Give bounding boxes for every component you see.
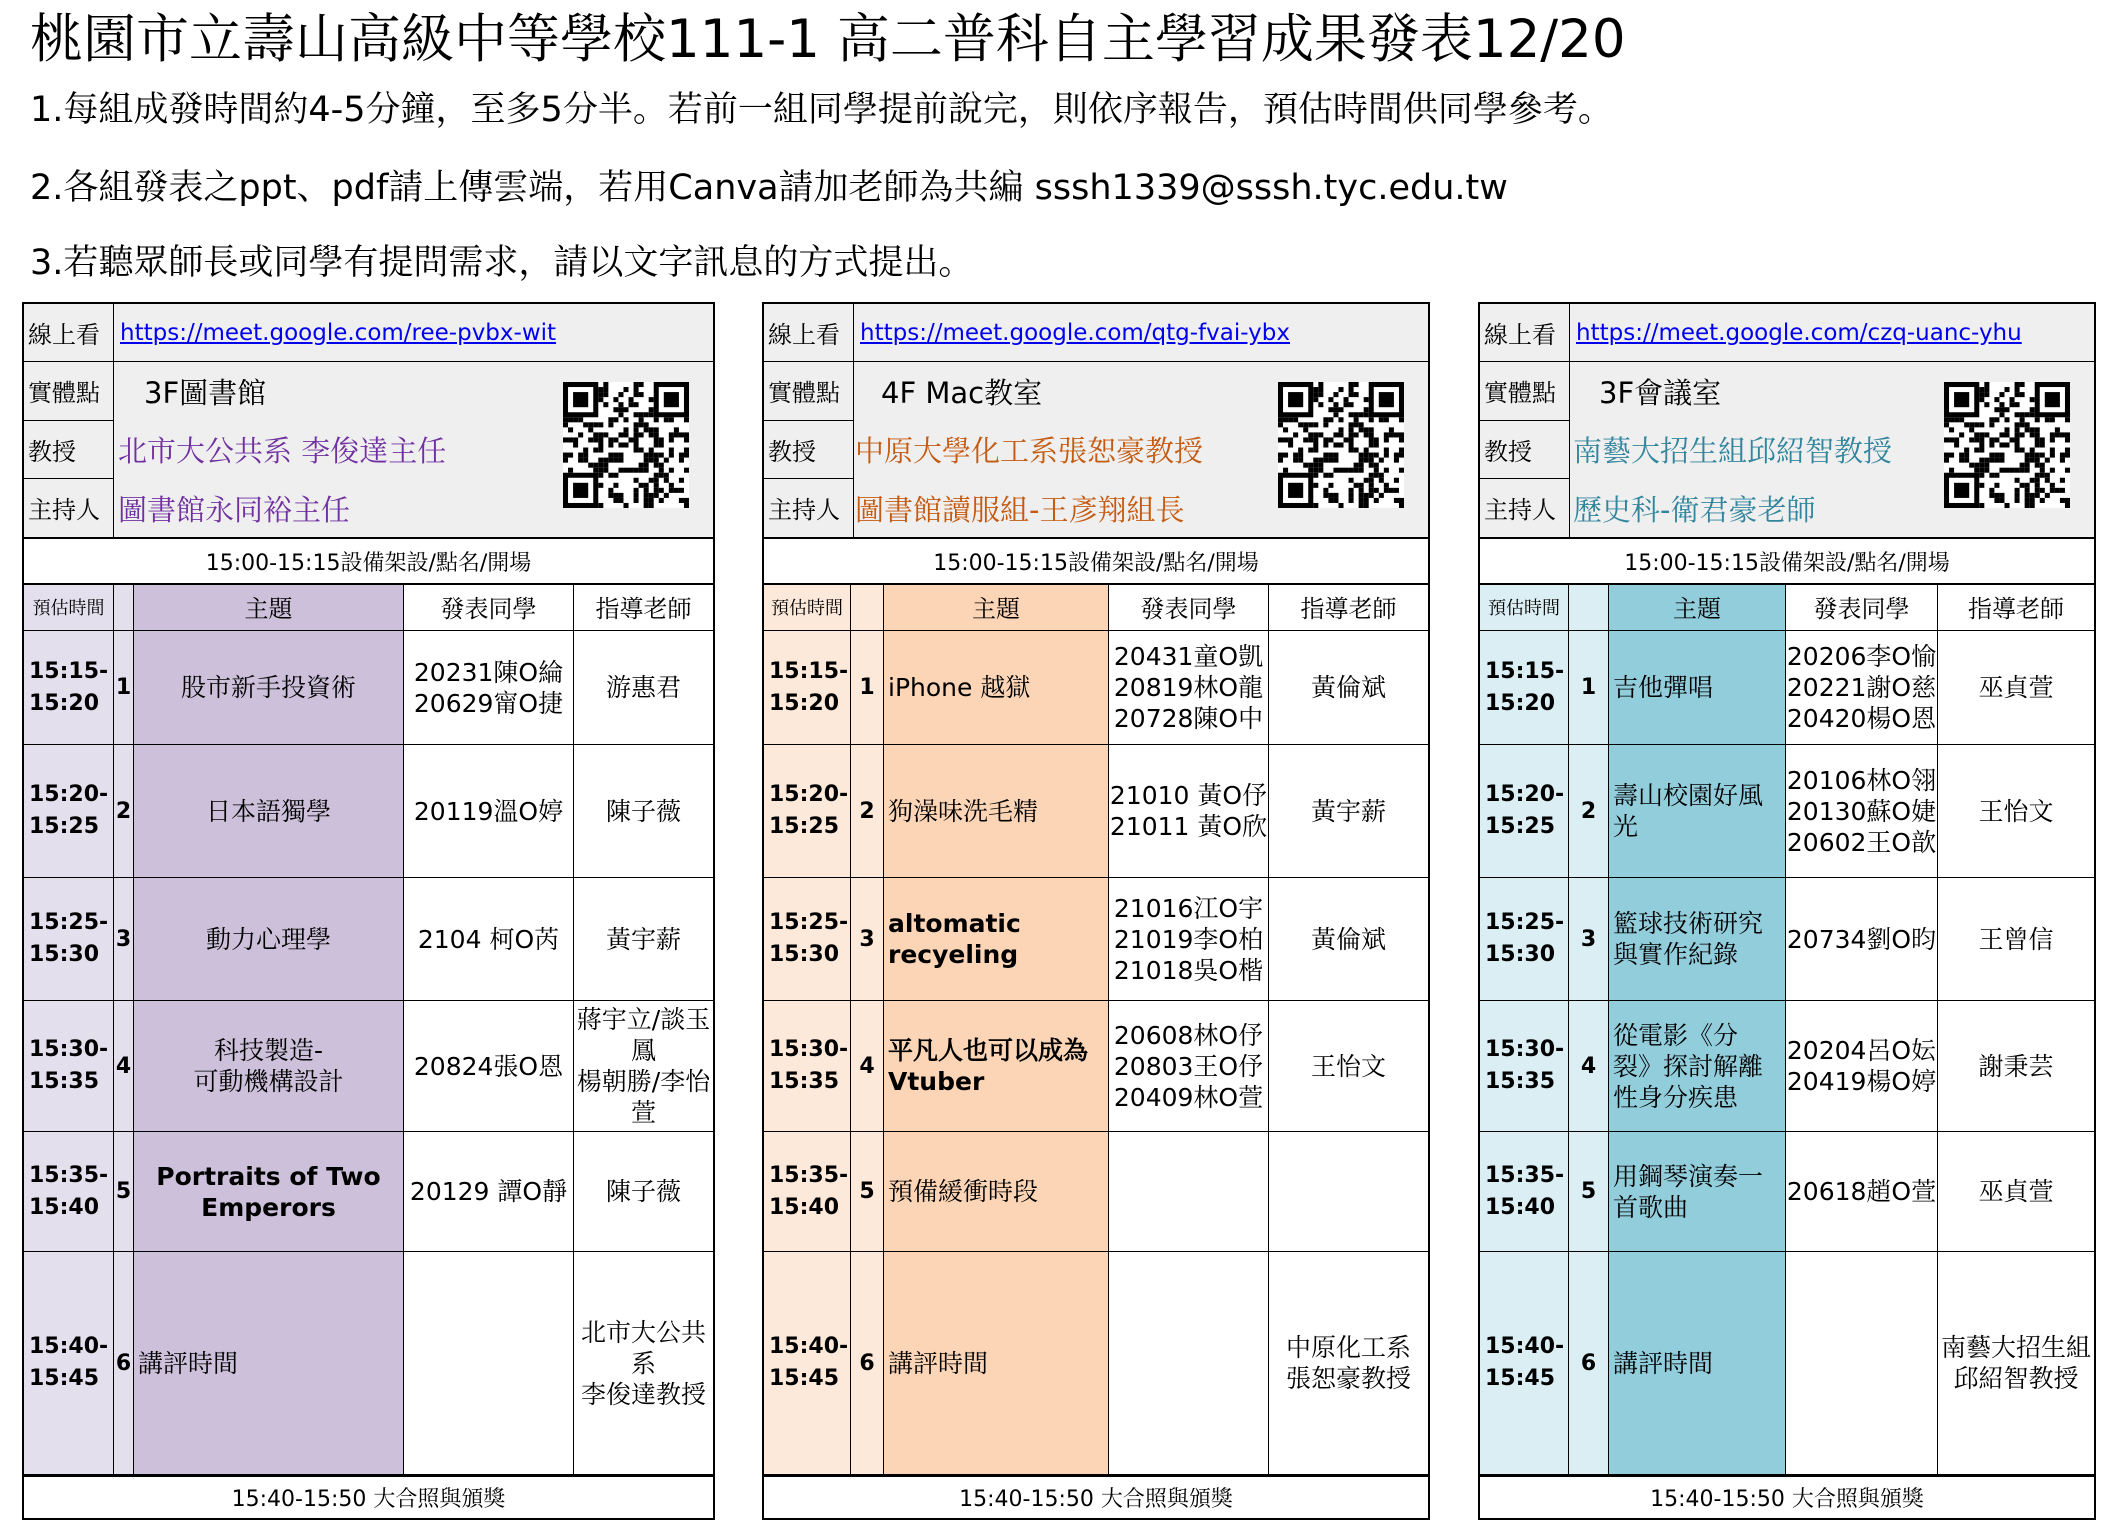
row-teacher: 黃倫斌 — [1269, 631, 1428, 745]
meet-link[interactable]: https://meet.google.com/qtg-fvai-ybx — [860, 319, 1290, 346]
row-topic: 講評時間 — [134, 1252, 404, 1475]
row-time: 15:15- 15:20 — [1480, 631, 1569, 745]
row-topic: 籃球技術研究 與實作紀錄 — [1609, 878, 1786, 1001]
host-label: 主持人 — [24, 479, 114, 538]
row-time: 15:30- 15:35 — [764, 1001, 851, 1132]
row-topic: 股市新手投資術 — [134, 631, 404, 745]
row-teacher: 王曾信 — [1938, 878, 2094, 1001]
online-label: 線上看 — [1480, 304, 1570, 362]
row-time: 15:40- 15:45 — [764, 1252, 851, 1475]
row-time: 15:25- 15:30 — [1480, 878, 1569, 1001]
venue-value: 4F Mac教室 — [881, 375, 1043, 410]
note-2: 2.各組發表之ppt、pdf請上傳雲端，若用Canva請加老師為共編 sssh1339@sssh.tyc.edu.tw — [30, 168, 1508, 208]
col-topic-header: 主題 — [134, 583, 404, 631]
row-time: 15:35- 15:40 — [764, 1132, 851, 1252]
col-time-header: 預估時間 — [764, 583, 851, 631]
meet-link-row — [1570, 304, 2094, 362]
row-topic: 講評時間 — [1609, 1252, 1786, 1475]
row-students — [1109, 1132, 1269, 1252]
row-teacher — [1269, 1132, 1428, 1252]
page-title: 桃園市立壽山高級中等學校111-1 高二普科自主學習成果發表12/20 — [30, 9, 1626, 70]
venue-label: 實體點 — [1480, 362, 1570, 421]
row-teacher: 陳子薇 — [574, 745, 713, 878]
row-number: 5 — [1569, 1132, 1609, 1252]
row-students: 21016江O宇 21019李O柏 21018吳O楷 — [1109, 878, 1269, 1001]
row-time: 15:40- 15:45 — [24, 1252, 114, 1475]
col-time-header: 預估時間 — [24, 583, 114, 631]
row-number: 2 — [114, 745, 134, 878]
row-topic: 吉他彈唱 — [1609, 631, 1786, 745]
row-students: 20618趙O萱 — [1786, 1132, 1938, 1252]
row-topic: Portraits of Two Emperors — [134, 1132, 404, 1252]
row-teacher: 游惠君 — [574, 631, 713, 745]
row-students: 20231陳O綸 20629甯O捷 — [404, 631, 574, 745]
venue-value: 3F圖書館 — [144, 375, 267, 410]
row-topic: altomatic recyeling — [884, 878, 1109, 1001]
row-time: 15:25- 15:30 — [24, 878, 114, 1001]
row-number: 4 — [114, 1001, 134, 1132]
row-topic: 從電影《分 裂》探討解離 性身分疾患 — [1609, 1001, 1786, 1132]
qr-code-icon — [563, 382, 689, 508]
row-time: 15:30- 15:35 — [24, 1001, 114, 1132]
row-topic: 講評時間 — [884, 1252, 1109, 1475]
row-students: 20129 譚O靜 — [404, 1132, 574, 1252]
row-number: 6 — [114, 1252, 134, 1475]
row-students: 20824張O恩 — [404, 1001, 574, 1132]
col-students-header: 發表同學 — [1786, 583, 1938, 631]
row-time: 15:30- 15:35 — [1480, 1001, 1569, 1132]
row-teacher: 中原化工系 張恕豪教授 — [1269, 1252, 1428, 1475]
row-teacher: 黃倫斌 — [1269, 878, 1428, 1001]
row-number: 1 — [114, 631, 134, 745]
row-teacher: 蔣宇立/談玉鳳 楊朝勝/李怡萱 — [574, 1001, 713, 1132]
row-number: 3 — [851, 878, 884, 1001]
row-teacher: 王怡文 — [1269, 1001, 1428, 1132]
row-students: 20106林O翎 20130蘇O婕 20602王O歆 — [1786, 745, 1938, 878]
row-number: 2 — [1569, 745, 1609, 878]
host-label: 主持人 — [764, 479, 854, 538]
professor-label: 教授 — [24, 421, 114, 480]
row-students: 20204呂O妘 20419楊O婷 — [1786, 1001, 1938, 1132]
row-number: 1 — [851, 631, 884, 745]
professor-value: 中原大學化工系張恕豪教授 — [855, 434, 1204, 469]
venue-label: 實體點 — [764, 362, 854, 421]
col-topic-header: 主題 — [884, 583, 1109, 631]
online-label: 線上看 — [24, 304, 114, 362]
meet-link[interactable]: https://meet.google.com/czq-uanc-yhu — [1576, 319, 2022, 346]
closing-bar: 15:40-15:50 大合照與頒獎 — [1480, 1475, 2094, 1518]
row-teacher: 王怡文 — [1938, 745, 2094, 878]
qr-code-icon — [1944, 382, 2070, 508]
row-time: 15:40- 15:45 — [1480, 1252, 1569, 1475]
row-number: 5 — [114, 1132, 134, 1252]
row-teacher: 巫貞萱 — [1938, 1132, 2094, 1252]
online-label: 線上看 — [764, 304, 854, 362]
row-number: 1 — [1569, 631, 1609, 745]
row-students — [1109, 1252, 1269, 1475]
row-students: 20608林O伃 20803王O伃 20409林O萱 — [1109, 1001, 1269, 1132]
host-value: 圖書館永同裕主任 — [118, 492, 351, 527]
schedule-panel-3 — [1478, 302, 2096, 1520]
setup-bar: 15:00-15:15設備架設/點名/開場 — [764, 537, 1428, 583]
meet-link[interactable]: https://meet.google.com/ree-pvbx-wit — [120, 319, 557, 346]
setup-bar: 15:00-15:15設備架設/點名/開場 — [24, 537, 713, 583]
host-value: 歷史科-衛君豪老師 — [1573, 492, 1816, 527]
col-time-header: 預估時間 — [1480, 583, 1569, 631]
row-teacher: 巫貞萱 — [1938, 631, 2094, 745]
row-number: 2 — [851, 745, 884, 878]
row-number: 4 — [851, 1001, 884, 1132]
row-number: 6 — [851, 1252, 884, 1475]
venue-label: 實體點 — [24, 362, 114, 421]
row-teacher: 南藝大招生組 邱紹智教授 — [1938, 1252, 2094, 1475]
row-topic: iPhone 越獄 — [884, 631, 1109, 745]
closing-bar: 15:40-15:50 大合照與頒獎 — [24, 1475, 713, 1518]
row-number: 6 — [1569, 1252, 1609, 1475]
row-teacher: 謝秉芸 — [1938, 1001, 2094, 1132]
row-number: 3 — [1569, 878, 1609, 1001]
row-topic: 用鋼琴演奏一 首歌曲 — [1609, 1132, 1786, 1252]
row-students: 20206李O愉 20221謝O慈 20420楊O恩 — [1786, 631, 1938, 745]
row-students: 20431童O凱 20819林O龍 20728陳O中 — [1109, 631, 1269, 745]
col-teacher-header: 指導老師 — [574, 583, 713, 631]
row-topic: 動力心理學 — [134, 878, 404, 1001]
row-time: 15:35- 15:40 — [24, 1132, 114, 1252]
meet-link-row — [114, 304, 713, 362]
professor-label: 教授 — [764, 421, 854, 480]
row-number: 5 — [851, 1132, 884, 1252]
closing-bar: 15:40-15:50 大合照與頒獎 — [764, 1475, 1428, 1518]
row-time: 15:15- 15:20 — [24, 631, 114, 745]
row-students — [1786, 1252, 1938, 1475]
meet-link-row — [854, 304, 1428, 362]
row-time: 15:20- 15:25 — [764, 745, 851, 878]
row-teacher: 北市大公共系 李俊達教授 — [574, 1252, 713, 1475]
row-teacher: 黃宇薪 — [1269, 745, 1428, 878]
row-students: 21010 黃O伃 21011 黃O欣 — [1109, 745, 1269, 878]
row-students: 2104 柯O芮 — [404, 878, 574, 1001]
row-time: 15:35- 15:40 — [1480, 1132, 1569, 1252]
row-topic: 預備緩衝時段 — [884, 1132, 1109, 1252]
col-students-header: 發表同學 — [1109, 583, 1269, 631]
row-teacher: 黃宇薪 — [574, 878, 713, 1001]
col-students-header: 發表同學 — [404, 583, 574, 631]
host-value: 圖書館讀服組-王彥翔組長 — [855, 492, 1185, 527]
host-label: 主持人 — [1480, 479, 1570, 538]
number-header — [1569, 583, 1609, 631]
row-number: 4 — [1569, 1001, 1609, 1132]
professor-value: 南藝大招生組邱紹智教授 — [1573, 434, 1893, 469]
row-students: 20119溫O婷 — [404, 745, 574, 878]
setup-bar: 15:00-15:15設備架設/點名/開場 — [1480, 537, 2094, 583]
schedule-panel-1 — [22, 302, 715, 1520]
row-students: 20734劉O昀 — [1786, 878, 1938, 1001]
professor-value: 北市大公共系 李俊達主任 — [118, 434, 447, 469]
col-teacher-header: 指導老師 — [1938, 583, 2094, 631]
row-time: 15:25- 15:30 — [764, 878, 851, 1001]
note-3: 3.若聽眾師長或同學有提問需求，請以文字訊息的方式提出。 — [30, 243, 974, 283]
row-teacher: 陳子薇 — [574, 1132, 713, 1252]
row-time: 15:15- 15:20 — [764, 631, 851, 745]
row-topic: 科技製造- 可動機構設計 — [134, 1001, 404, 1132]
col-topic-header: 主題 — [1609, 583, 1786, 631]
note-1: 1.每組成發時間約4-5分鐘，至多5分半。若前一組同學提前說完，則依序報告，預估時間供同學參考。 — [30, 90, 1613, 130]
col-teacher-header: 指導老師 — [1269, 583, 1428, 631]
row-students — [404, 1252, 574, 1475]
professor-label: 教授 — [1480, 421, 1570, 480]
row-time: 15:20- 15:25 — [1480, 745, 1569, 878]
schedule-panel-2 — [762, 302, 1430, 1520]
row-number: 3 — [114, 878, 134, 1001]
qr-code-icon — [1278, 382, 1404, 508]
number-header — [851, 583, 884, 631]
row-topic: 狗澡味洗毛精 — [884, 745, 1109, 878]
row-topic: 日本語獨學 — [134, 745, 404, 878]
venue-value: 3F會議室 — [1599, 375, 1722, 410]
row-topic: 平凡人也可以成為 Vtuber — [884, 1001, 1109, 1132]
row-time: 15:20- 15:25 — [24, 745, 114, 878]
number-header — [114, 583, 134, 631]
row-topic: 壽山校園好風 光 — [1609, 745, 1786, 878]
